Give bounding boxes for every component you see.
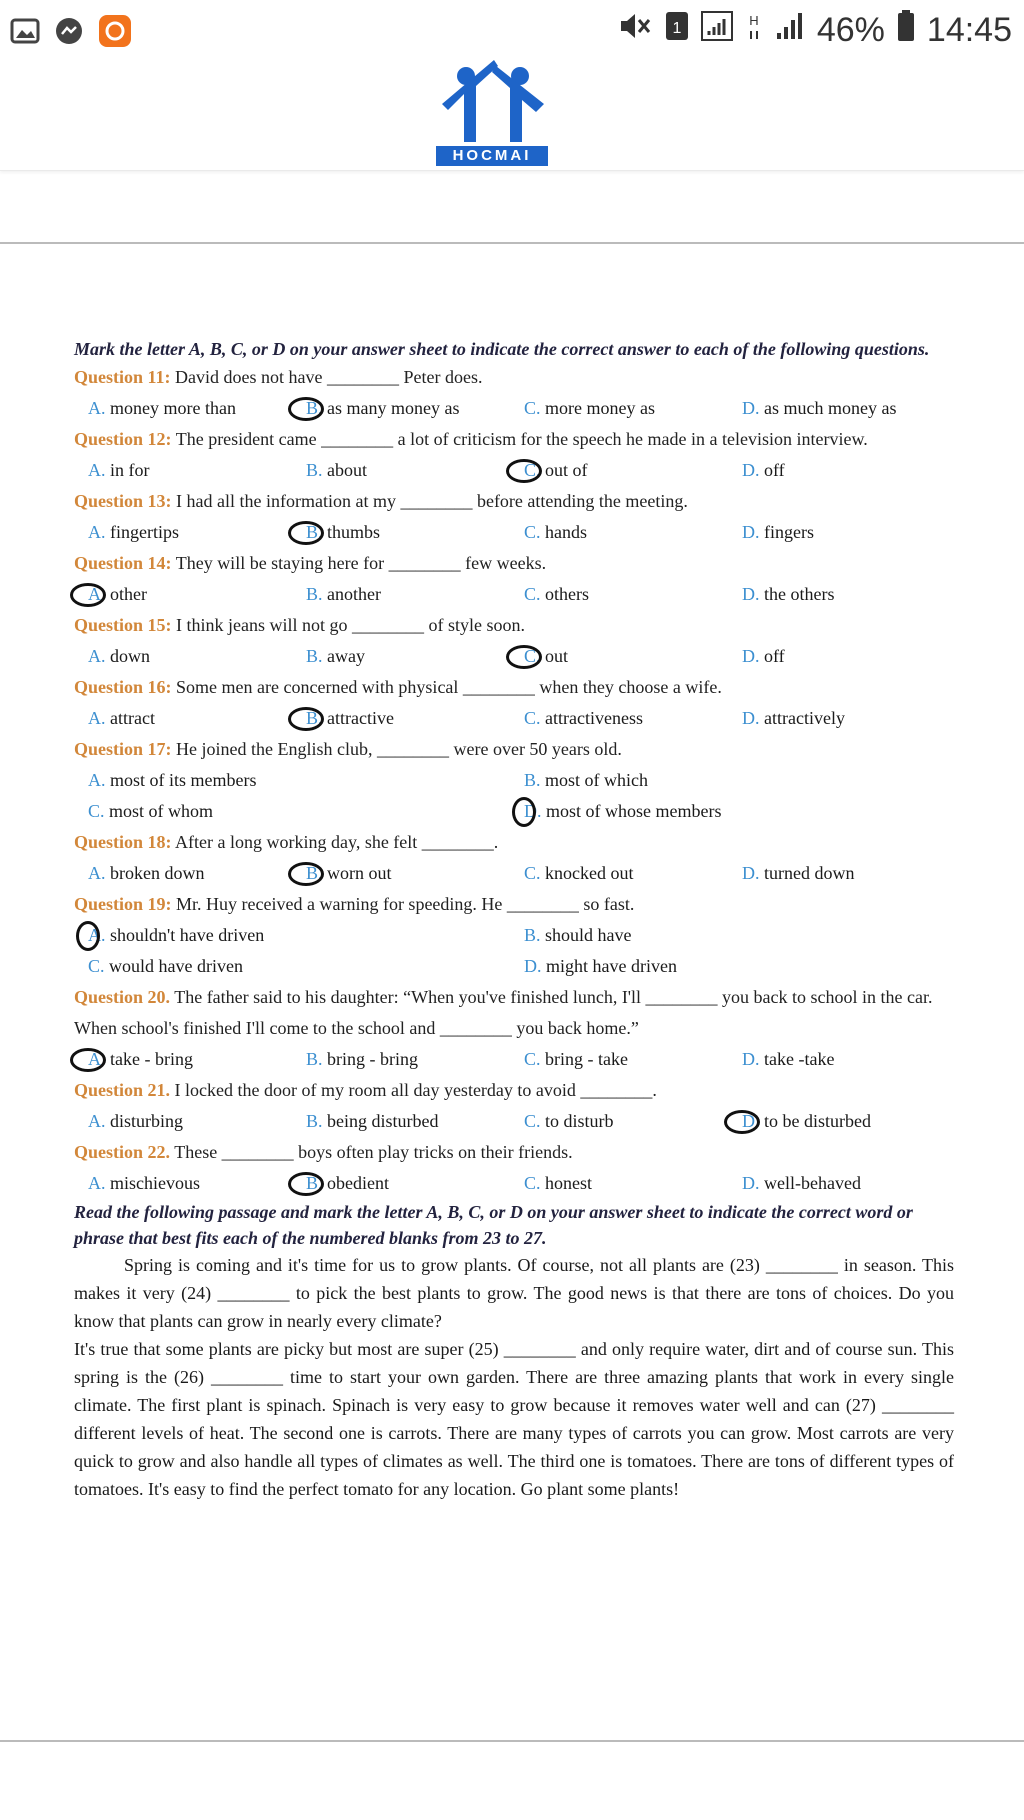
option-text: should have: [545, 925, 632, 945]
passage-paragraph: It's true that some plants are picky but most are super (25) ________ and only require water, dirt and of course sun. This spring is the (26) ________ time to start your own garden. There are three amazing plants that work in every single climate. The first plant is spinach. Spinach is very easy to grow because it removes water well and can (27) ________ different levels of heat. The second one is carrots. There are many types of carrots you can grow. Most carrots are very quick to grow and also handle all types of climates as well. The third one is tomatoes. There are tons of different types of tomatoes. It's easy to find the perfect tomato for any location. Go plant some plants!: [74, 1339, 954, 1499]
option-text: out of: [545, 460, 588, 480]
answer-option: [524, 1168, 742, 1199]
option-letter: D.: [742, 522, 760, 542]
option-text: most of which: [545, 770, 649, 790]
option-letter: A.: [88, 398, 106, 418]
answer-option: [742, 579, 960, 610]
option-letter: A.: [88, 646, 106, 666]
answer-option: [306, 641, 524, 672]
answer-option: [88, 1044, 306, 1075]
answer-option: [742, 703, 960, 734]
answer-options: [74, 579, 954, 610]
answer-circle-mark: [506, 459, 542, 483]
option-letter: A.: [88, 863, 106, 883]
answer-option: [88, 455, 306, 486]
answer-option: [742, 393, 960, 424]
option-text: as many money as: [327, 398, 460, 418]
option-letter: C.: [524, 460, 541, 480]
question: [74, 672, 954, 703]
answer-circle-mark: [288, 707, 324, 731]
logo-header: [0, 60, 1024, 171]
option-letter: C.: [524, 1173, 541, 1193]
option-letter: D.: [742, 1173, 760, 1193]
option-letter: C.: [88, 956, 105, 976]
question-number: Question 19:: [74, 894, 172, 914]
option-letter: B.: [306, 1173, 323, 1193]
option-letter: D.: [742, 863, 760, 883]
answer-options: [74, 1168, 954, 1199]
answer-option: [306, 1168, 524, 1199]
answer-circle-mark: [288, 1172, 324, 1196]
sim-icon: [665, 11, 689, 50]
answer-option: [742, 1106, 960, 1137]
question-text: The father said to his daughter: “When you've finished lunch, I'll ________ you back to school in the car. When school's finished I'll come to the school and ________ you back home.”: [74, 987, 933, 1038]
clock: 14:45: [926, 11, 1012, 49]
answer-option: [742, 641, 960, 672]
option-letter: C.: [524, 863, 541, 883]
option-text: most of whose members: [546, 801, 722, 821]
passage-instruction: Read the following passage and mark the letter A, B, C, or D on your answer sheet to indicate the correct word or phrase that best fits each of the numbered blanks from 23 to 27.: [74, 1202, 913, 1248]
option-text: knocked out: [545, 863, 634, 883]
answer-option: [524, 641, 742, 672]
answer-option: [742, 1044, 960, 1075]
passage: [74, 1251, 954, 1503]
option-text: attractiveness: [545, 708, 643, 728]
answer-option: [88, 517, 306, 548]
question-number: Question 21.: [74, 1080, 171, 1100]
answer-options: [74, 920, 954, 982]
option-letter: D.: [524, 801, 542, 821]
answer-options: [74, 1106, 954, 1137]
question-text: The president came ________ a lot of criticism for the speech he made in a television interview.: [175, 429, 868, 449]
option-letter: C.: [524, 584, 541, 604]
option-text: as much money as: [764, 398, 897, 418]
option-text: away: [327, 646, 365, 666]
option-text: other: [110, 584, 147, 604]
answer-options: [74, 765, 954, 827]
answer-options: [74, 703, 954, 734]
answer-option: [306, 517, 524, 548]
option-text: about: [327, 460, 368, 480]
option-text: mischievous: [110, 1173, 200, 1193]
option-letter: B.: [306, 398, 323, 418]
question: [74, 486, 954, 517]
option-letter: B.: [306, 522, 323, 542]
question-text: David does not have ________ Peter does.: [175, 367, 483, 387]
option-letter: A.: [88, 1049, 106, 1069]
answer-options: [74, 641, 954, 672]
option-letter: C.: [88, 801, 105, 821]
question: [74, 889, 954, 920]
answer-option: [88, 796, 524, 827]
answer-option: [306, 579, 524, 610]
option-text: off: [764, 646, 785, 666]
question-number: Question 20.: [74, 987, 171, 1007]
answer-option: [88, 765, 524, 796]
top-divider: [0, 242, 1024, 244]
question-text: These ________ boys often play tricks on their friends.: [174, 1142, 573, 1162]
question-number: Question 14:: [74, 553, 172, 573]
answer-circle-mark: [724, 1110, 760, 1134]
option-text: in for: [110, 460, 150, 480]
answer-option: [88, 1168, 306, 1199]
answer-option: [88, 579, 306, 610]
option-letter: C.: [524, 1049, 541, 1069]
answer-option: [88, 920, 524, 951]
passage-paragraph: Spring is coming and it's time for us to grow plants. Of course, not all plants are (23) ________ in season. This makes it very (24) ________ to pick the best plants to grow. The good news is that there are tons of choices. Do you know that plants can grow in nearly every climate?: [74, 1255, 954, 1331]
option-letter: B.: [306, 708, 323, 728]
answer-options: [74, 517, 954, 548]
answer-circle-mark: [512, 797, 536, 827]
option-text: to be disturbed: [764, 1111, 871, 1131]
status-bar: [0, 0, 1024, 60]
option-letter: A.: [88, 1173, 106, 1193]
option-text: being disturbed: [327, 1111, 439, 1131]
question-number: Question 15:: [74, 615, 172, 635]
question: [74, 827, 954, 858]
question: [74, 362, 954, 393]
option-text: take -take: [764, 1049, 835, 1069]
mute-icon: [617, 11, 653, 50]
answer-circle-mark: [288, 862, 324, 886]
option-text: broken down: [110, 863, 205, 883]
answer-option: [524, 1106, 742, 1137]
question-number: Question 13:: [74, 491, 172, 511]
option-text: money more than: [110, 398, 236, 418]
option-text: take - bring: [110, 1049, 193, 1069]
option-letter: C.: [524, 522, 541, 542]
messenger-icon: [54, 16, 84, 51]
answer-option: [524, 765, 960, 796]
option-text: most of whom: [109, 801, 214, 821]
option-text: bring - bring: [327, 1049, 418, 1069]
option-letter: A.: [88, 708, 106, 728]
option-text: hands: [545, 522, 588, 542]
question-text: After a long working day, she felt ________.: [175, 832, 499, 852]
answer-option: [88, 641, 306, 672]
option-text: fingers: [764, 522, 814, 542]
answer-option: [524, 579, 742, 610]
option-letter: A.: [88, 522, 106, 542]
option-letter: C.: [524, 646, 541, 666]
option-text: fingertips: [110, 522, 179, 542]
instruction: Mark the letter A, B, C, or D on your answer sheet to indicate the correct answer to each of the following questions.: [74, 339, 930, 359]
option-text: to disturb: [545, 1111, 614, 1131]
question-number: Question 18:: [74, 832, 172, 852]
option-letter: B.: [306, 1049, 323, 1069]
battery-icon: [897, 10, 915, 51]
answer-option: [524, 796, 960, 827]
answer-circle-mark: [506, 645, 542, 669]
option-text: others: [545, 584, 590, 604]
question-text: Mr. Huy received a warning for speeding. He ________ so fast.: [176, 894, 635, 914]
option-text: bring - take: [545, 1049, 628, 1069]
answer-option: [742, 1168, 960, 1199]
answer-options: [74, 455, 954, 486]
answer-option: [88, 393, 306, 424]
option-text: thumbs: [327, 522, 381, 542]
answer-option: [306, 1106, 524, 1137]
option-letter: C.: [524, 708, 541, 728]
answer-option: [306, 1044, 524, 1075]
option-letter: D.: [742, 708, 760, 728]
option-text: worn out: [327, 863, 392, 883]
option-text: the others: [764, 584, 835, 604]
answer-option: [306, 703, 524, 734]
gallery-icon: [10, 18, 40, 49]
question-number: Question 11:: [74, 367, 171, 387]
answer-option: [524, 1044, 742, 1075]
option-letter: A.: [88, 1111, 106, 1131]
option-letter: B.: [524, 770, 541, 790]
option-text: out: [545, 646, 569, 666]
answer-option: [88, 858, 306, 889]
option-text: more money as: [545, 398, 655, 418]
option-text: turned down: [764, 863, 855, 883]
question-text: He joined the English club, ________ were over 50 years old.: [176, 739, 622, 759]
option-text: most of its members: [110, 770, 257, 790]
option-letter: D.: [742, 646, 760, 666]
option-text: off: [764, 460, 785, 480]
question-number: Question 12:: [74, 429, 172, 449]
option-letter: B.: [306, 646, 323, 666]
answer-option: [742, 858, 960, 889]
question: [74, 424, 954, 455]
question-text: Some men are concerned with physical ________ when they choose a wife.: [176, 677, 722, 697]
answer-option: [524, 920, 960, 951]
answer-circle-mark: [70, 1048, 106, 1072]
question: [74, 610, 954, 641]
answer-option: [88, 951, 524, 982]
option-letter: D.: [524, 956, 542, 976]
option-text: obedient: [327, 1173, 389, 1193]
app-notification-icon: [98, 14, 132, 53]
hocmai-logo-text: HOCMAI: [436, 146, 548, 166]
answer-option: [306, 858, 524, 889]
answer-circle-mark: [288, 397, 324, 421]
option-letter: B.: [306, 863, 323, 883]
option-letter: C.: [524, 1111, 541, 1131]
question-text: I had all the information at my ________ before attending the meeting.: [176, 491, 688, 511]
answer-option: [524, 951, 960, 982]
option-text: down: [110, 646, 150, 666]
option-letter: D.: [742, 584, 760, 604]
answer-option: [88, 703, 306, 734]
question-text: They will be staying here for ________ few weeks.: [175, 553, 547, 573]
option-text: attractively: [764, 708, 845, 728]
option-letter: D.: [742, 460, 760, 480]
question-number: Question 17:: [74, 739, 172, 759]
option-letter: A.: [88, 770, 106, 790]
option-text: would have driven: [109, 956, 243, 976]
question-number: Question 22.: [74, 1142, 171, 1162]
answer-option: [306, 455, 524, 486]
option-text: attract: [110, 708, 155, 728]
answer-options: [74, 1044, 954, 1075]
answer-option: [524, 703, 742, 734]
question-number: Question 16:: [74, 677, 172, 697]
answer-option: [524, 858, 742, 889]
document-body: [74, 336, 954, 1503]
question: [74, 1137, 954, 1168]
network-h-icon: [745, 11, 763, 50]
option-text: might have driven: [546, 956, 677, 976]
option-letter: B.: [306, 584, 323, 604]
option-letter: A.: [88, 584, 106, 604]
answer-circle-mark: [70, 583, 106, 607]
answer-option: [524, 517, 742, 548]
question: [74, 982, 954, 1044]
question: [74, 548, 954, 579]
answer-options: [74, 858, 954, 889]
answer-option: [742, 517, 960, 548]
option-letter: A.: [88, 460, 106, 480]
question: [74, 734, 954, 765]
option-letter: B.: [306, 460, 323, 480]
option-letter: C.: [524, 398, 541, 418]
option-letter: B.: [524, 925, 541, 945]
answer-circle-mark: [288, 521, 324, 545]
questions: [74, 362, 954, 1199]
question-text: I locked the door of my room all day yesterday to avoid ________.: [174, 1080, 657, 1100]
question-text: I think jeans will not go ________ of style soon.: [176, 615, 525, 635]
option-letter: B.: [306, 1111, 323, 1131]
option-letter: D.: [742, 1049, 760, 1069]
answer-option: [742, 455, 960, 486]
battery-percent: 46%: [816, 11, 885, 49]
signal-box-icon: [701, 11, 733, 50]
answer-option: [524, 393, 742, 424]
answer-option: [88, 1106, 306, 1137]
answer-circle-mark: [76, 921, 100, 951]
svg-text:H: H: [749, 13, 759, 28]
question: [74, 1075, 954, 1106]
answer-option: [524, 455, 742, 486]
option-text: well-behaved: [764, 1173, 861, 1193]
option-text: disturbing: [110, 1111, 184, 1131]
option-letter: D.: [742, 1111, 760, 1131]
option-text: attractive: [327, 708, 394, 728]
answer-option: [306, 393, 524, 424]
option-text: shouldn't have driven: [110, 925, 265, 945]
option-text: honest: [545, 1173, 593, 1193]
option-text: another: [327, 584, 381, 604]
signal-bars-icon: [775, 11, 805, 50]
svg-text:1: 1: [672, 20, 682, 37]
option-letter: D.: [742, 398, 760, 418]
option-letter: A.: [88, 925, 106, 945]
answer-options: [74, 393, 954, 424]
bottom-divider: [0, 1740, 1024, 1742]
